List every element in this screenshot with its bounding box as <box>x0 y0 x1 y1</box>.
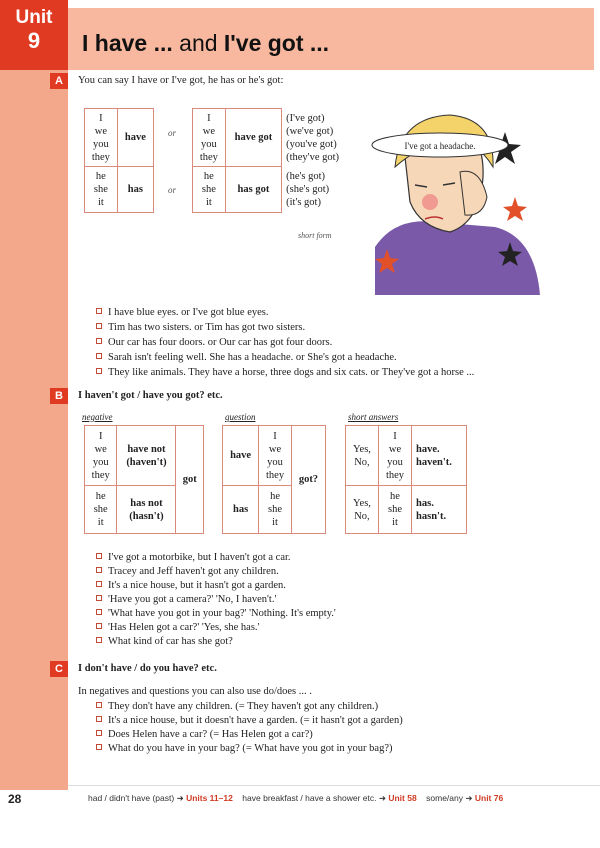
verb-have-got: have got <box>225 109 281 167</box>
footer-link[interactable]: Unit 76 <box>474 793 504 803</box>
answer-has: has. hasn't. <box>412 486 467 534</box>
contractions-singular: (he's got) (she's got) (it's got) <box>286 171 330 208</box>
list-item: They don't have any children. (= They haven't got any children.) <box>96 700 403 714</box>
bullet-icon <box>96 323 102 329</box>
answer-have: have. haven't. <box>412 426 467 486</box>
cheek <box>422 194 438 210</box>
bullet-icon <box>96 595 102 601</box>
footer-text: had / didn't have (past) ➜ <box>88 793 184 803</box>
subjects-plural: I we you they <box>193 109 226 167</box>
table-have <box>84 108 154 213</box>
list-item: It's a nice house, but it doesn't have a garden. (= it hasn't got a garden) <box>96 714 403 728</box>
short-form-label: short form <box>298 231 332 240</box>
section-a-label: A <box>50 73 68 89</box>
table-short-answers <box>345 425 467 534</box>
or-label-1: or <box>168 128 177 138</box>
unit-badge <box>0 0 68 70</box>
list-item: I have blue eyes. or I've got blue eyes. <box>96 306 474 320</box>
subjects-singular: he she it <box>193 167 226 213</box>
subjects-singular: he she it <box>85 486 117 534</box>
got: got <box>176 426 204 534</box>
title-part1: I have ... <box>82 30 173 56</box>
contractions-plural: (I've got) (we've got) (you've got) (they've got) <box>286 112 340 163</box>
list-item: 'What have you got in your bag?' 'Nothing. It's empty.' <box>96 607 336 621</box>
list-item: It's a nice house, but it hasn't got a garden. <box>96 579 336 593</box>
bullet-icon <box>96 623 102 629</box>
list-item: I've got a motorbike, but I haven't got a car. <box>96 551 336 565</box>
title-part2: I've got ... <box>223 30 330 56</box>
bullet-icon <box>96 553 102 559</box>
title-and: and <box>179 30 218 56</box>
bullet-icon <box>96 567 102 573</box>
table-have-got <box>192 108 357 213</box>
bullet-icon <box>96 368 102 374</box>
speech-text: I've got a headache. <box>404 141 476 151</box>
col-question: question <box>225 412 256 422</box>
section-b-heading: I haven't got / have you got? etc. <box>78 390 223 401</box>
list-item: 'Has Helen got a car?' 'Yes, she has.' <box>96 621 336 635</box>
footer-crossrefs <box>88 793 503 804</box>
list-item: What do you have in your bag? (= What have you got in your bag?) <box>96 742 403 756</box>
col-short-answers: short answers <box>348 412 399 422</box>
yes-no: Yes, No, <box>346 486 379 534</box>
bullet-icon <box>96 702 102 708</box>
section-c-heading: I don't have / do you have? etc. <box>78 663 217 674</box>
table-question <box>222 425 326 534</box>
section-c-intro: In negatives and questions you can also use do/does ... . <box>78 686 312 697</box>
verb-has-not: has not (hasn't) <box>117 486 176 534</box>
or-label-2: or <box>168 185 177 195</box>
unit-number: 9 <box>27 28 41 53</box>
bullet-icon <box>96 581 102 587</box>
subjects-plural: I we you they <box>85 109 118 167</box>
list-item: Our car has four doors. or Our car has got four doors. <box>96 336 474 350</box>
got-question: got? <box>291 426 325 534</box>
section-a-intro: You can say I have or I've got, he has or he's got: <box>78 75 284 86</box>
headache-illustration <box>365 97 540 295</box>
page-number: 28 <box>8 792 22 806</box>
subjects-plural: I we you they <box>378 426 411 486</box>
section-b-label: B <box>50 388 68 404</box>
list-item: Tim has two sisters. or Tim has got two sisters. <box>96 321 474 335</box>
unit-word: Unit <box>15 7 53 28</box>
footer-text: have breakfast / have a shower etc. ➜ <box>242 793 386 803</box>
subjects-singular: he she it <box>259 486 292 534</box>
list-item: Tracey and Jeff haven't got any children. <box>96 565 336 579</box>
aux-has: has <box>223 486 259 534</box>
bullet-icon <box>96 637 102 643</box>
bullet-icon <box>96 744 102 750</box>
bullet-icon <box>96 338 102 344</box>
footer-link[interactable]: Units 11–12 <box>186 793 233 803</box>
verb-have: have <box>117 109 153 167</box>
list-item: Does Helen have a car? (= Has Helen got a car?) <box>96 728 403 742</box>
verb-has: has <box>117 167 153 213</box>
list-item: Sarah isn't feeling well. She has a headache. or She's got a headache. <box>96 351 474 365</box>
table-negative <box>84 425 204 534</box>
yes-no: Yes, No, <box>346 426 379 486</box>
example-list-a <box>96 306 474 380</box>
bullet-icon <box>96 353 102 359</box>
footer-text: some/any ➜ <box>426 793 473 803</box>
aux-have: have <box>223 426 259 486</box>
subjects-singular: he she it <box>85 167 118 213</box>
verb-have-not: have not (haven't) <box>117 426 176 486</box>
bullet-icon <box>96 308 102 314</box>
bullet-icon <box>96 716 102 722</box>
subjects-plural: I we you they <box>85 426 117 486</box>
verb-has-got: has got <box>225 167 281 213</box>
list-item: They like animals. They have a horse, three dogs and six cats. or They've got a horse ... <box>96 366 474 380</box>
bullet-icon <box>96 609 102 615</box>
footer-link[interactable]: Unit 58 <box>388 793 417 803</box>
subjects-singular: he she it <box>378 486 411 534</box>
page-title <box>82 30 329 57</box>
subjects-plural: I we you they <box>259 426 292 486</box>
example-list-c <box>96 700 403 756</box>
section-c-label: C <box>50 661 68 677</box>
col-negative: negative <box>82 412 113 422</box>
list-item: 'Have you got a camera?' 'No, I haven't.' <box>96 593 336 607</box>
footer-rule <box>68 785 600 786</box>
example-list-b <box>96 551 336 649</box>
bullet-icon <box>96 730 102 736</box>
list-item: What kind of car has she got? <box>96 635 336 649</box>
